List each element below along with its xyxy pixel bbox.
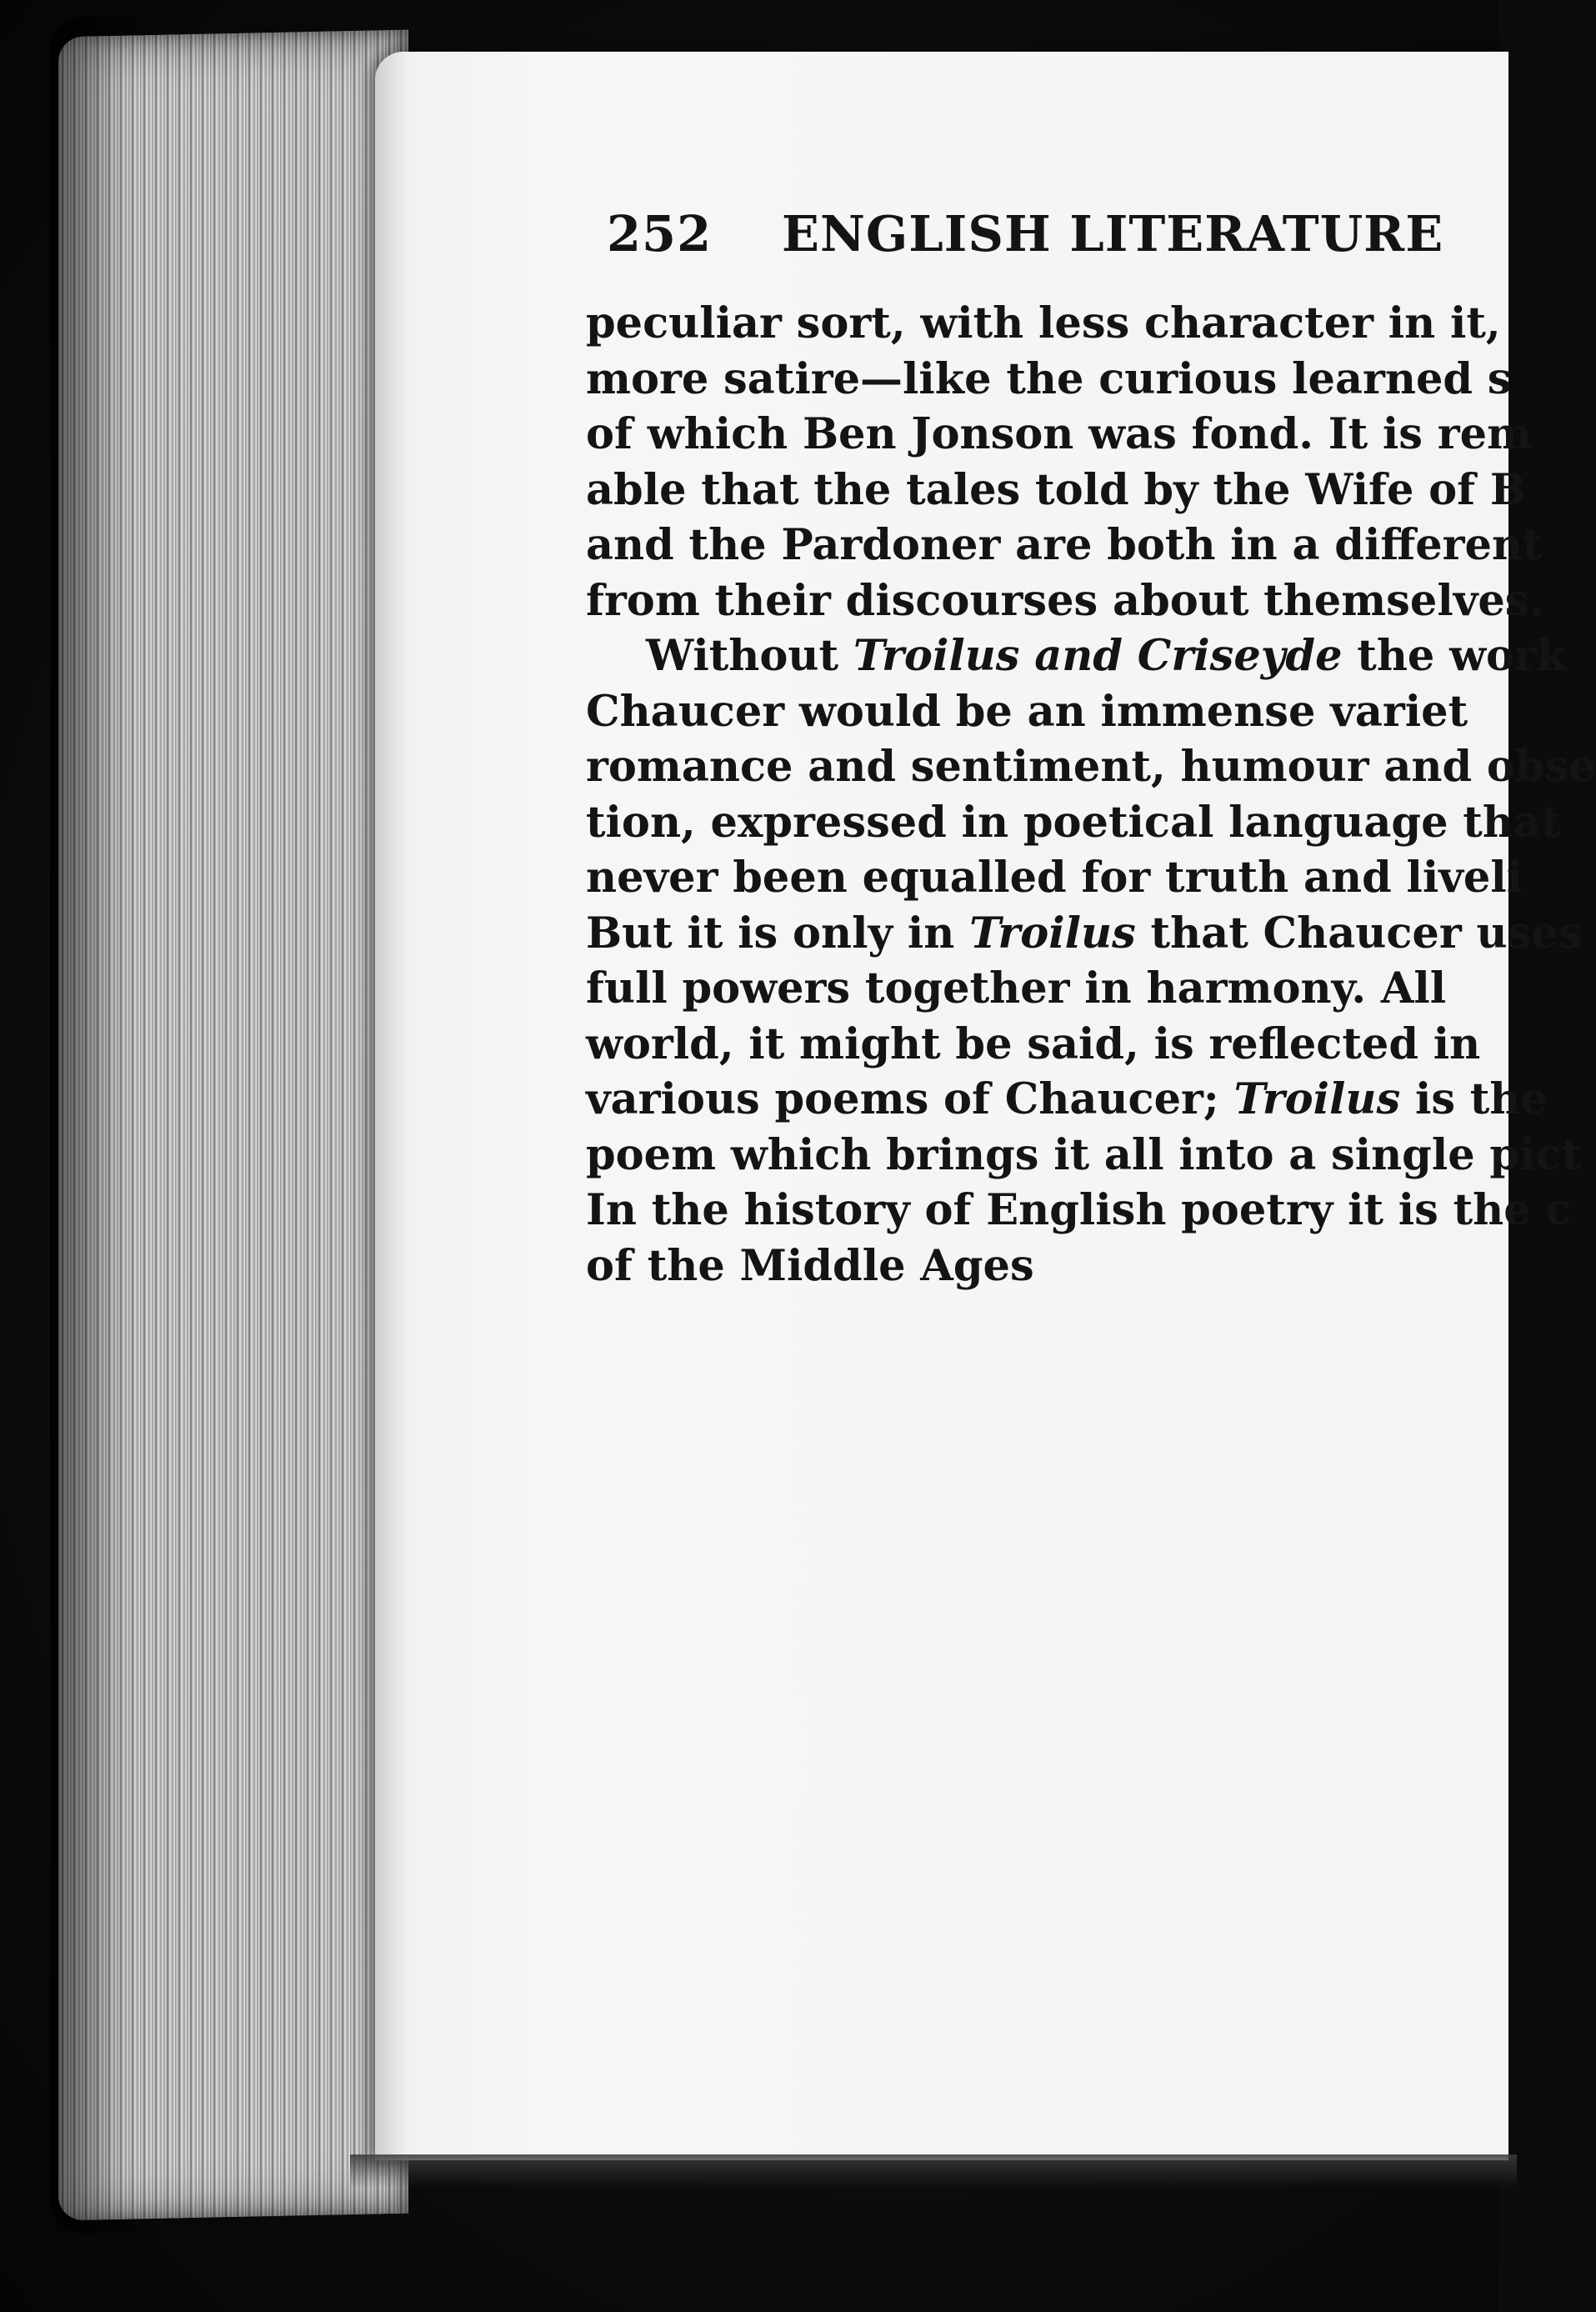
book-title-italic: Troilus xyxy=(1233,1074,1401,1124)
text-line: tion, expressed in poetical language that xyxy=(586,797,1561,848)
text-line: more satire—like the curious learned s xyxy=(586,353,1512,404)
text-line: In the history of English poetry it is the c xyxy=(586,1185,1572,1235)
text-line: peculiar sort, with less character in it, xyxy=(586,298,1501,348)
running-header xyxy=(607,205,1443,263)
text-line: various poems of Chaucer; Troilus is the xyxy=(586,1074,1548,1124)
book-title-italic: Troilus and Criseyde xyxy=(853,631,1343,681)
text-line: of the Middle Ages xyxy=(586,1240,1034,1291)
text-line: never been equalled for truth and liveli xyxy=(586,853,1523,903)
text-line: of which Ben Jonson was fond. It is rem xyxy=(586,409,1533,459)
text-line: But it is only in Troilus that Chaucer uses xyxy=(586,908,1583,958)
text-line: and the Pardoner are both in a different xyxy=(586,520,1543,570)
text-line: able that the tales told by the Wife of B xyxy=(586,464,1526,515)
text-line: from their discourses about themselves. xyxy=(586,575,1544,626)
page-bottom-shadow xyxy=(350,2154,1517,2188)
running-title: ENGLISH LITERATURE xyxy=(782,205,1444,263)
page-number: 252 xyxy=(607,205,713,263)
text-line: poem which brings it all into a single pict xyxy=(586,1129,1582,1180)
book-title-italic: Troilus xyxy=(969,908,1136,958)
text-line: romance and sentiment, humour and obse xyxy=(586,742,1596,792)
text-line: Chaucer would be an immense variet xyxy=(586,686,1468,737)
text-line: Without Troilus and Criseyde the work xyxy=(646,631,1567,681)
text-line: world, it might be said, is reflected in xyxy=(586,1018,1481,1069)
text-line: full powers together in harmony. All xyxy=(586,963,1447,1013)
stacked-page-edges xyxy=(58,30,408,2221)
page-body-text xyxy=(586,296,1596,1294)
